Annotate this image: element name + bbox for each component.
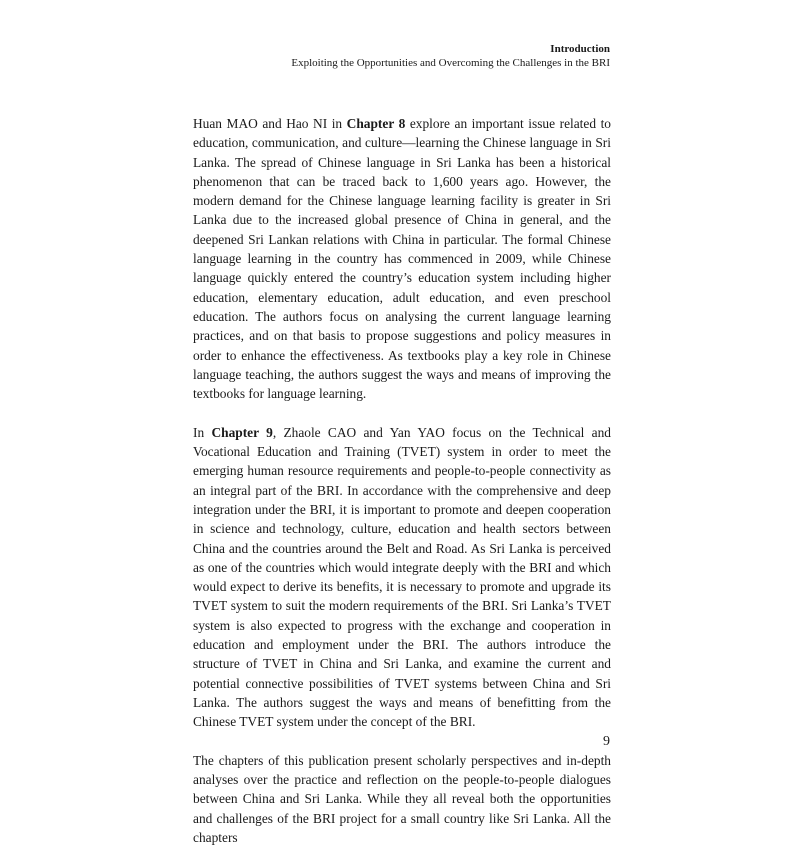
paragraph-text: explore an important issue related to education, communication, and culture—learning the Chinese language in Sri Lanka. The spread of Chinese language in Sri Lanka has been a historical phenomenon that can be traced back to 1,600 years ago. However, the modern demand for the Chinese language learning facility is greater in Sri Lanka due to the increased global presence of China in general, and the deepened Sri Lankan relations with China in particular. The formal Chinese language learning in the country has commenced in 2009, while Chinese language quickly entered the country’s education system including higher education, elementary education, adult education, and even preschool education. The authors focus on analysing the current language learning practices, and on that basis to propose suggestions and policy measures in order to enhance the effectiveness. As textbooks play a key role in Chinese language teaching, the authors suggest the ways and means of improving the textbooks for language learning. bbox=[193, 116, 611, 402]
body-text bbox=[193, 114, 611, 867]
paragraph-chapter-8 bbox=[193, 114, 611, 403]
chapter-reference: Chapter 8 bbox=[346, 116, 406, 131]
running-head-section: Introduction bbox=[550, 43, 610, 55]
paragraph-text: Huan MAO and Hao NI in bbox=[193, 116, 347, 131]
paragraph-text: In bbox=[193, 424, 212, 440]
page-number: 9 bbox=[603, 734, 610, 749]
paragraph-text: The chapters of this publication present scholarly perspectives and in-depth analyses over the practice and reflection on the people-to-people dialogues between China and Sri Lanka. While they all reveal both the opportunities and challenges of the BRI project for a small country like Sri Lanka. All the chapters bbox=[193, 752, 611, 845]
paragraph-text: , Zhaole CAO and Yan YAO focus on the Technical and Vocational Education and Training (TVET) system in order to meet the emerging human resource requirements and people-to-people connectivity as an integral part of the BRI. In accordance with the comprehensive and deep integration under the BRI, it is important to promote and deepen cooperation in science and technology, culture, education and health sectors between China and the countries around the Belt and Road. As Sri Lanka is perceived as one of the countries which would integrate deeply with the BRI and which would expect to derive its benefits, it is necessary to promote and upgrade its TVET system to suit the modern requirements of the BRI. Sri Lanka’s TVET system is also expected to progress with the exchange and cooperation in education and employment under the BRI. The authors introduce the structure of TVET in China and Sri Lanka, and examine the current and potential connective possibilities of TVET systems between China and Sri Lanka. The authors suggest the ways and means of benefitting from the Chinese TVET system under the concept of the BRI. bbox=[193, 424, 611, 730]
running-head bbox=[291, 42, 610, 70]
running-head-subtitle: Exploiting the Opportunities and Overcoming the Challenges in the BRI bbox=[291, 57, 610, 69]
chapter-reference: Chapter 9 bbox=[211, 424, 273, 440]
paragraph-summary bbox=[193, 751, 611, 847]
paragraph-chapter-9 bbox=[193, 423, 611, 732]
